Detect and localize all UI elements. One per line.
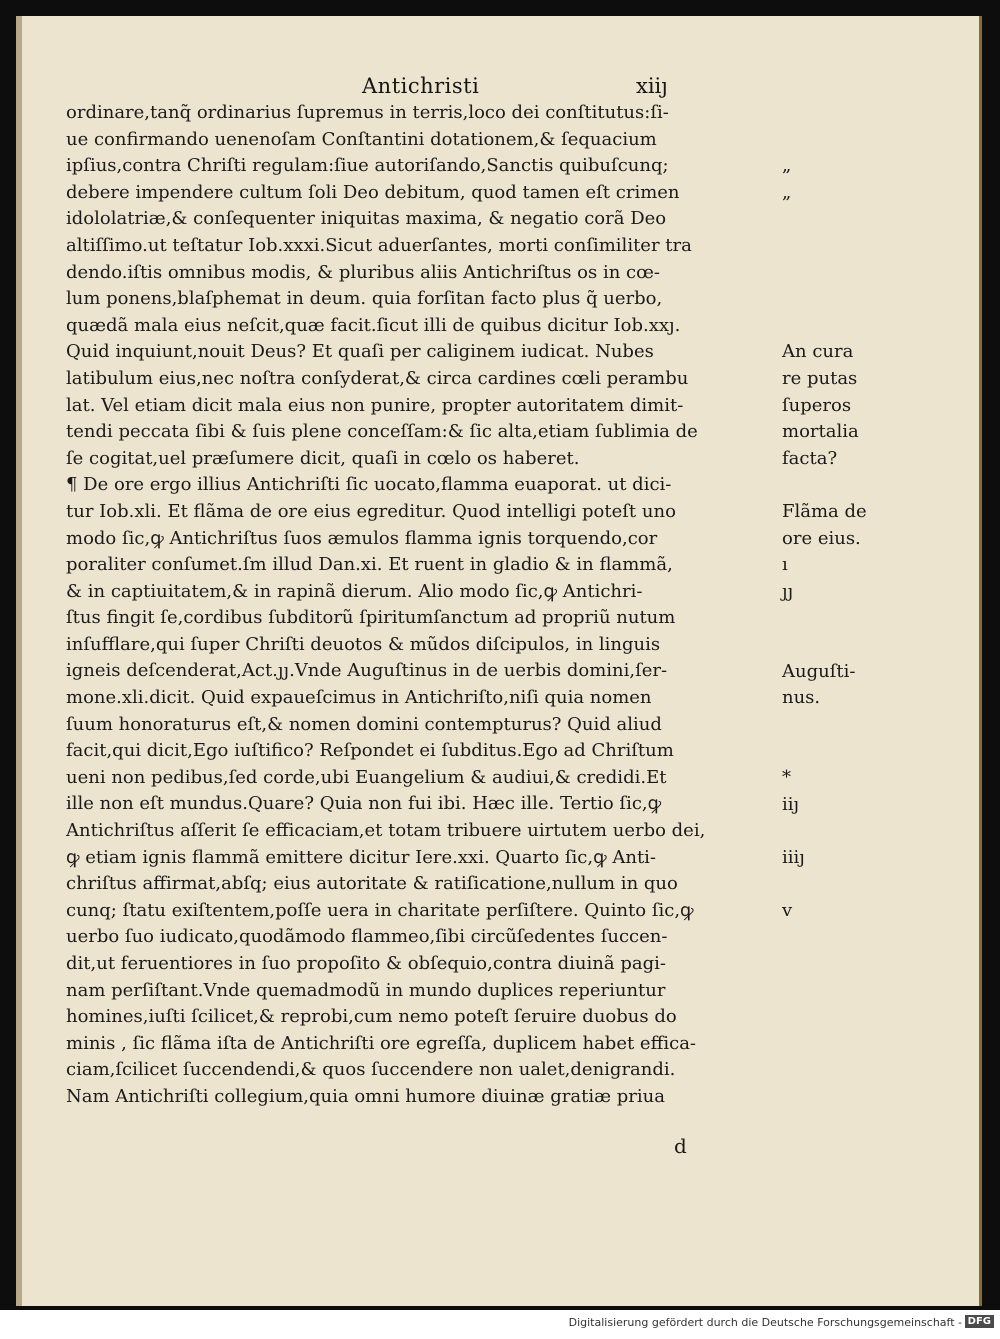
footer-bar <box>0 1310 1000 1339</box>
margin-note: re putas <box>782 368 858 389</box>
text-line: ciam,ſcilicet ſuccendendi,& quos ſuccendere non ualet,denigrandi. <box>66 1059 676 1081</box>
text-line: ordinare,tanq̃ ordinarius ſupremus in terris,loco dei conſtitutus:ſi- <box>66 102 669 123</box>
text-line: Nam Antichriſti collegium,quia omni humore diuinæ gratiæ priua <box>66 1085 665 1107</box>
text-line: Antichriſtus aſſerit ſe efficaciam,et totam tribuere uirtutem uerbo dei, <box>66 820 706 842</box>
text-line: ¶ De ore ergo illius Antichriſti ſic uocato,flamma euaporat. ut dici- <box>66 474 672 496</box>
text-line: nam perſiſtant.Vnde quemadmodũ in mundo duplices reperiuntur <box>66 979 666 1001</box>
text-line: ſtus fingit ſe,cordibus ſubditorũ ſpiritumſanctum ad propriũ nutum <box>66 607 676 629</box>
text-line: chriſtus affirmat,abſq; eius autoritate & ratiſicatione,nullum in quo <box>66 873 678 895</box>
margin-note: iiiȷ <box>782 846 805 868</box>
margin-note: facta? <box>782 447 838 469</box>
text-line: idololatriæ,& conſequenter iniquitas maxima, & negatio corã Deo <box>66 208 667 230</box>
text-line: & in captiuitatem,& in rapinã dierum. Alio modo ſic,ꝙ Antichri- <box>66 580 643 602</box>
margin-note: ſuperos <box>782 394 852 416</box>
margin-note: „ <box>782 155 792 177</box>
running-head: Antichristi <box>362 74 480 98</box>
margin-note: „ <box>782 181 792 203</box>
text-line: ꝙ etiam ignis flammã emittere dicitur Iere.xxi. Quarto ſic,ꝙ Anti- <box>66 846 657 868</box>
text-line: poraliter conſumet.ſm illud Dan.xi. Et ruent in gladio & in flammã, <box>66 554 673 576</box>
text-line: altiſſimo.ut teſtatur Iob.xxxi.Sicut aduerſantes, morti conſimiliter tra <box>66 234 692 256</box>
text-line: tur Iob.xli. Et flãma de ore eius egreditur. Quod intelligi poteſt uno <box>66 500 676 522</box>
signature-mark: d <box>674 1134 687 1158</box>
margin-note: Auguſti- <box>782 660 856 682</box>
margin-note: Flãma de <box>782 501 867 522</box>
dfg-logo: DFG <box>965 1315 994 1328</box>
text-line: dit,ut feruentiores in ſuo propoſito & obſequio,contra diuinã pagi- <box>66 953 666 974</box>
text-line: dendo.iſtis omnibus modis, & pluribus aliis Antichriſtus os in cœ- <box>66 261 660 283</box>
text-line: lat. Vel etiam dicit mala eius non punire, propter autoritatem dimit- <box>66 394 684 416</box>
text-line: quædã mala eius neſcit,quæ facit.ſicut illi de quibus dicitur Iob.xxȷ. <box>66 314 681 336</box>
text-line: ueni non pedibus,ſed corde,ubi Euangelium & audiui,& credidi.Et <box>66 766 667 788</box>
text-line: cunq; ſtatu exiſtentem,poſſe uera in charitate perſiſtere. Quinto ſic,ꝙ <box>66 899 694 921</box>
text-line: homines,iuſti ſcilicet,& reprobi,cum nemo poteſt ſeruire duobus do <box>66 1006 677 1028</box>
book-page <box>16 16 982 1306</box>
text-line: ſuum honoraturus eſt,& nomen domini contempturus? Quid aliud <box>66 713 662 735</box>
text-line: mone.xli.dicit. Quid expaueſcimus in Antichriſto,niſi quia nomen <box>66 687 652 709</box>
text-line: ille non eſt mundus.Quare? Quia non fui ibi. Hæc ille. Tertio ſic,ꝙ <box>66 793 662 815</box>
text-line: ue confirmando uenenoſam Conſtantini dotationem,& ſequacium <box>66 128 657 150</box>
margin-note: mortalia <box>782 421 859 443</box>
text-line: ipſius,contra Chriſti regulam:ſiue autoriſando,Sanctis quibuſcunq; <box>66 155 669 177</box>
text-line: lum ponens,blaſphemat in deum. quia forſitan facto plus q̃ uerbo, <box>66 288 663 310</box>
text-line: modo ſic,ꝙ Antichriſtus ſuos æmulos flamma ignis torquendo,cor <box>66 527 658 549</box>
text-line: inſufflare,qui ſuper Chriſti deuotos & mũdos diſcipulos, in linguis <box>66 633 661 655</box>
text-line: igneis deſcenderat,Act.ȷȷ.Vnde Auguſtinus in de uerbis domini,ſer- <box>66 660 668 682</box>
text-line: uerbo ſuo iudicato,quodãmodo flammeo,ſibi circũſedentes ſuccen- <box>66 926 668 948</box>
margin-note: nus. <box>782 687 821 709</box>
footer-credit: Digitalisierung gefördert durch die Deutsche Forschungsgemeinschaft - <box>568 1316 962 1329</box>
text-line: tendi peccata ſibi & ſuis plene conceſſam:& ſic alta,etiam ſublimia de <box>66 421 698 443</box>
text-line: facit,qui dicit,Ego iuſtifico? Reſpondet ei ſubditus.Ego ad Chriſtum <box>66 740 674 762</box>
margin-note: ore eius. <box>782 527 861 549</box>
page-inner <box>22 16 979 1306</box>
text-line: Quid inquiunt,nouit Deus? Et quaſi per caliginem iudicat. Nubes <box>66 341 654 363</box>
text-line: debere impendere cultum ſoli Deo debitum, quod tamen eſt crimen <box>66 181 680 203</box>
margin-note: An cura <box>782 341 854 363</box>
text-line: latibulum eius,nec noſtra conſyderat,& circa cardines cœli perambu <box>66 367 689 389</box>
text-line: minis , ſic flãma iſta de Antichriſti ore egreſſa, duplicem habet effica- <box>66 1032 697 1054</box>
margin-note: v <box>782 900 793 921</box>
margin-note: ı <box>782 554 788 576</box>
margin-note: ȷȷ <box>782 580 794 602</box>
text-line: ſe cogitat,uel præſumere dicit, quaſi in cœlo os haberet. <box>66 447 580 469</box>
margin-note: * <box>782 767 791 788</box>
folio-number: xiiȷ <box>636 74 668 98</box>
margin-note: iiȷ <box>782 793 800 815</box>
